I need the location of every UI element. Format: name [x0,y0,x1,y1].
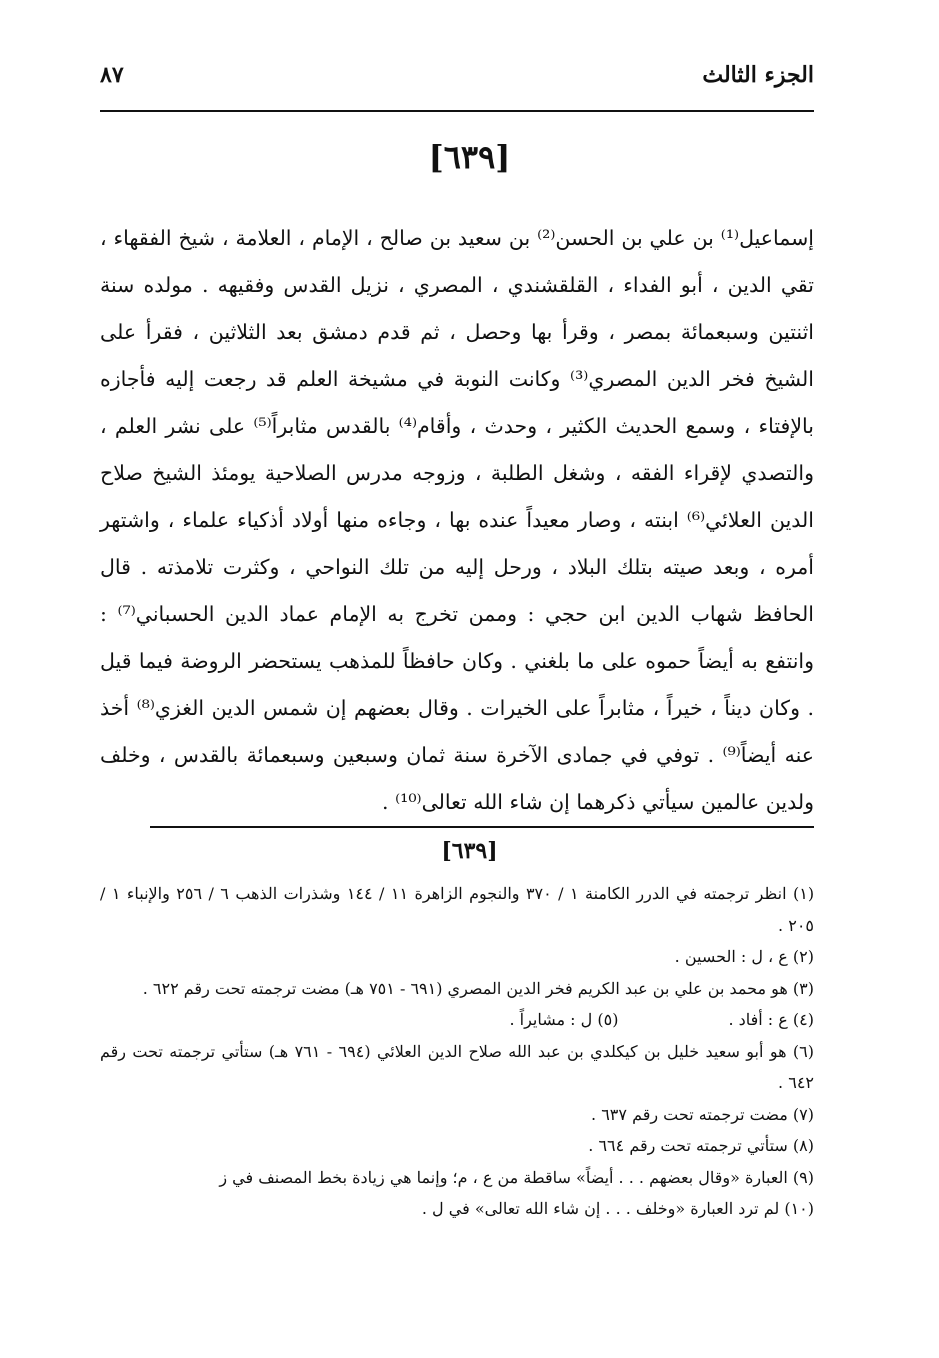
footnote-entry-number: [٦٣٩] [441,838,498,864]
entry-paragraph: إسماعيل⁽¹⁾ بن علي بن الحسن⁽²⁾ بن سعيد بن صالح ، الإمام ، العلامة ، شيخ الفقهاء ، تقي الدين ، أبو الفداء ، القلقشندي ، المصري ، نزيل القدس وفقيهه . مولده سنة اثنتين وسبعمائة بمصر ، وقرأ بها وحصل ، ثم قدم دمشق بعد الثلاثين ، فقرأ على الشيخ فخر الدين المصري⁽³⁾ وكانت النوبة في مشيخة العلم قد رجعت إليه فأجازه بالإفتاء ، وسمع الحديث الكثير ، وحدث ، وأقام⁽⁴⁾ بالقدس مثابراً⁽⁵⁾ على نشر العلم ، والتصدي لإقراء الفقه ، وشغل الطلبة ، وزوجه مدرس الصلاحية يومئذ الشيخ صلاح الدين العلائي⁽⁶⁾ ابنته ، وصار معيداً عنده بها ، وجاءه منها أولاد أذكياء علماء ، واشتهر أمره ، وبعد صيته بتلك البلاد ، ورحل إليه من تلك النواحي ، وكثرت تلامذته . قال الحافظ شهاب الدين ابن حجي : وممن تخرج به الإمام عماد الدين الحسباني⁽⁷⁾ : وانتفع به أيضاً حموه على ما بلغني . وكان حافظاً للمذهب يستحضر الروضة فيما قيل . وكان ديناً ، خيراً ، مثابراً على الخيرات . وقال بعضهم إن شمس الدين الغزي⁽⁸⁾ أخذ عنه أيضاً⁽⁹⁾ . توفي في جمادى الآخرة سنة ثمان وسبعين وسبعمائة بالقدس ، وخلف ولدين عالمين سيأتي ذكرهما إن شاء الله تعالى⁽¹⁰⁾ . [100,226,814,814]
footnote-7: (٧) مضت ترجمته تحت رقم ٦٣٧ . [591,1104,814,1124]
entry-number: [٦٣٩] [428,138,511,176]
footnote-3: (٣) هو محمد بن علي بن عبد الكريم فخر الدين المصري (٦٩١ - ٧٥١ هـ) مضت ترجمته تحت رقم ٦٢٢ . [142,978,814,998]
footnote-9: (٩) العبارة «وقال بعضهم . . . أيضاً» ساقطة من ع ، م؛ وإنما هي زيادة بخط المصنف في ز [219,1167,814,1187]
footnote-1: (١) انظر ترجمته في الدرر الكامنة ١ / ٣٧٠ والنجوم الزاهرة ١١ / ١٤٤ وشذرات الذهب ٦ / ٢٥٦ والإنباء ١ / ٢٠٥ . [100,884,815,935]
header-rule [100,110,814,112]
footnote-row-4-5 [100,1004,814,1036]
footnote-6: (٦) هو أبو سعيد خليل بن كيكلدي بن عبد الله صلاح الدين العلائي (٦٩٤ - ٧٦١ هـ) ستأتي ترجمته تحت رقم ٦٤٢ . [100,1041,814,1092]
footnote-5: (٥) ل : مشايراً . [509,1010,619,1029]
footnote-rule [150,826,814,828]
footnote-4: (٤) ع : أفاد . [728,1010,814,1029]
footnotes [100,878,814,1225]
running-head [100,62,814,102]
running-title: الجزء الثالث [702,62,814,88]
footnote-2: (٢) ع ، ل : الحسين . [674,947,814,966]
entry-body [100,215,814,826]
page-number: ٨٧ [100,62,124,88]
footnote-8: (٨) ستأتي ترجمته تحت رقم ٦٦٤ . [588,1136,814,1155]
footnote-10: (١٠) لم ترد العبارة «وخلف . . . إن شاء الله تعالى» في ل . [421,1199,814,1218]
